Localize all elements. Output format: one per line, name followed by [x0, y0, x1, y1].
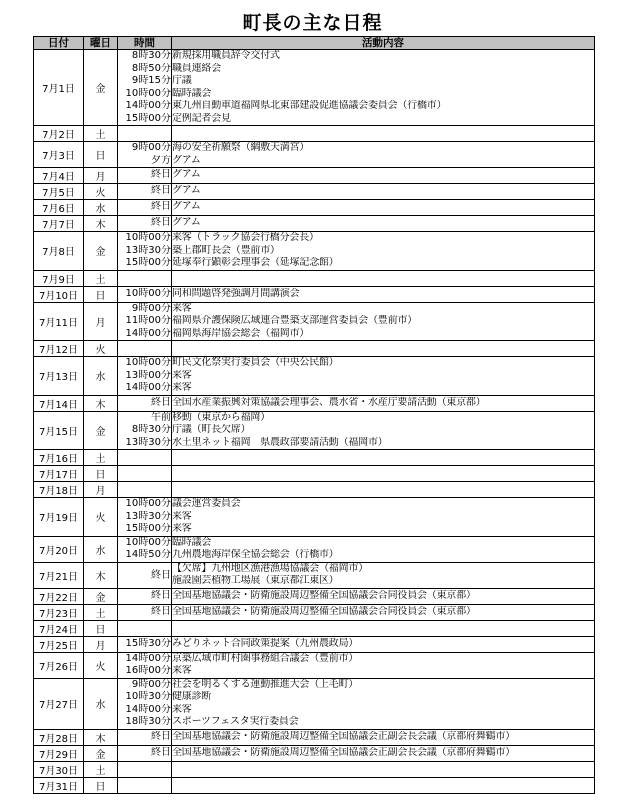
entry-time: 夕方 — [151, 154, 171, 166]
row-date: 7月1日 — [34, 50, 84, 126]
entry-activity: 海の安全祈願祭（綱敷天満宮） — [172, 142, 310, 153]
entry-activity — [172, 467, 594, 480]
entry-time: 9時00分 — [131, 678, 171, 690]
row-time-cell — [118, 652, 172, 678]
row-date: 7月20日 — [34, 536, 84, 562]
row-date: 7月24日 — [34, 620, 84, 636]
entry-time: 14時00分 — [125, 703, 171, 715]
row-date: 7月15日 — [34, 411, 84, 450]
row-activity-cell — [172, 761, 595, 777]
entry-activity: みどりネット合同政策提案（九州農政局） — [172, 637, 359, 649]
row-time-cell — [118, 482, 172, 498]
row-activity-cell — [172, 620, 595, 636]
row-activity-cell — [172, 411, 595, 450]
row-activity-cell — [172, 536, 595, 562]
entry-activity: 来客 — [172, 523, 192, 534]
row-time-cell — [118, 50, 172, 126]
row-time-cell — [118, 216, 172, 232]
row-time-cell — [118, 536, 172, 562]
row-activity-cell — [172, 216, 595, 232]
entry-activity: 職員連絡会 — [172, 62, 221, 74]
entry-activity: 町民文化祭実行委員会（中央公民館） — [172, 357, 339, 368]
row-time-cell — [118, 498, 172, 537]
row-activity-cell — [172, 636, 595, 652]
row-day-of-week: 水 — [84, 536, 118, 562]
row-date: 7月26日 — [34, 652, 84, 678]
row-day-of-week: 火 — [84, 652, 118, 678]
entry-time: 14時50分 — [125, 549, 171, 560]
row-time-cell — [118, 761, 172, 777]
page-title: 町長の主な日程 — [242, 12, 383, 34]
row-time-cell — [118, 777, 172, 793]
entry-activity: 水土里ネット福岡 県農政部要請活動（福岡市） — [172, 436, 388, 448]
entry-time: 9時00分 — [131, 302, 171, 314]
entry-time: 終日 — [151, 201, 171, 213]
row-day-of-week: 木 — [84, 729, 118, 745]
entry-time — [118, 779, 171, 792]
table-row — [34, 200, 595, 216]
entry-activity: グアム — [172, 217, 201, 229]
entry-time: 13時30分 — [125, 436, 171, 448]
entry-activity — [172, 127, 594, 140]
row-activity-cell — [172, 357, 595, 396]
row-activity-cell — [172, 562, 595, 588]
row-time-cell — [118, 678, 172, 729]
row-day-of-week: 火 — [84, 341, 118, 357]
entry-activity: 全国基地協議会・防衛施設周辺整備全国協議会正副会長会議（京都府舞鶴市） — [172, 746, 515, 758]
row-time-cell — [118, 126, 172, 142]
row-time-cell — [118, 562, 172, 588]
entry-time: 11時00分 — [125, 315, 171, 326]
row-date: 7月9日 — [34, 270, 84, 286]
entry-time: 終日 — [151, 217, 171, 229]
entry-activity — [172, 451, 594, 464]
row-time-cell — [118, 729, 172, 745]
row-day-of-week: 金 — [84, 50, 118, 126]
row-time-cell — [118, 142, 172, 168]
row-activity-cell — [172, 745, 595, 761]
row-day-of-week: 木 — [84, 562, 118, 588]
entry-time — [118, 451, 171, 464]
table-row — [34, 395, 595, 411]
entry-activity: グアム — [172, 154, 201, 166]
row-activity-cell — [172, 126, 595, 142]
table-row — [34, 777, 595, 793]
entry-time: 18時30分 — [125, 716, 171, 727]
table-row — [34, 636, 595, 652]
row-activity-cell — [172, 232, 595, 271]
row-time-cell — [118, 745, 172, 761]
row-date: 7月3日 — [34, 142, 84, 168]
entry-time: 10時00分 — [125, 87, 171, 99]
row-date: 7月11日 — [34, 302, 84, 341]
entry-time — [118, 763, 171, 776]
entry-time — [118, 127, 171, 140]
row-day-of-week: 土 — [84, 604, 118, 620]
entry-time: 終日 — [151, 396, 171, 408]
table-row — [34, 562, 595, 588]
row-date: 7月25日 — [34, 636, 84, 652]
row-day-of-week: 日 — [84, 620, 118, 636]
row-date: 7月17日 — [34, 466, 84, 482]
row-date: 7月8日 — [34, 232, 84, 271]
header-activity: 活動内容 — [172, 37, 595, 50]
table-row — [34, 498, 595, 537]
entry-time: 終日 — [151, 169, 171, 181]
table-row — [34, 450, 595, 466]
row-day-of-week: 日 — [84, 466, 118, 482]
table-row — [34, 270, 595, 286]
row-date: 7月10日 — [34, 286, 84, 302]
row-day-of-week: 日 — [84, 142, 118, 168]
row-activity-cell — [172, 466, 595, 482]
row-day-of-week: 火 — [84, 184, 118, 200]
entry-activity: グアム — [172, 185, 201, 197]
row-time-cell — [118, 620, 172, 636]
entry-activity: 定例記者会見 — [172, 112, 231, 124]
row-date: 7月30日 — [34, 761, 84, 777]
entry-time: 9時00分 — [131, 142, 171, 153]
row-date: 7月16日 — [34, 450, 84, 466]
entry-activity: 社会を明るくする運動推進大会（上毛町） — [172, 678, 359, 690]
row-activity-cell — [172, 678, 595, 729]
entry-activity: 健康診断 — [172, 691, 212, 702]
row-date: 7月22日 — [34, 588, 84, 604]
row-date: 7月23日 — [34, 604, 84, 620]
row-time-cell — [118, 341, 172, 357]
table-row — [34, 216, 595, 232]
table-row — [34, 50, 595, 126]
entry-time: 15時30分 — [125, 637, 171, 649]
entry-activity: 施設園芸植物工場展（東京都江東区） — [172, 575, 339, 586]
row-day-of-week: 火 — [84, 498, 118, 537]
entry-activity: 庁議（町長欠席） — [172, 424, 251, 435]
entry-time: 14時00分 — [125, 327, 171, 339]
table-row — [34, 604, 595, 620]
row-activity-cell — [172, 341, 595, 357]
row-time-cell — [118, 200, 172, 216]
entry-time: 8時30分 — [131, 50, 171, 61]
row-time-cell — [118, 411, 172, 450]
entry-time: 8時50分 — [131, 62, 171, 74]
entry-time: 9時15分 — [131, 75, 171, 86]
entry-activity: 移動（東京から福岡） — [172, 411, 270, 423]
row-day-of-week: 土 — [84, 761, 118, 777]
row-activity-cell — [172, 184, 595, 200]
row-activity-cell — [172, 286, 595, 302]
row-date: 7月4日 — [34, 168, 84, 184]
entry-time — [118, 342, 171, 355]
entry-activity: 議会運営委員会 — [172, 498, 241, 509]
entry-time: 10時00分 — [125, 498, 171, 509]
row-time-cell — [118, 184, 172, 200]
row-date: 7月13日 — [34, 357, 84, 396]
entry-activity: 全国基地協議会・防衛施設周辺整備全国協議会合同役員会（東京都） — [172, 605, 476, 617]
entry-activity: 来客 — [172, 369, 192, 381]
entry-time — [118, 272, 171, 285]
row-activity-cell — [172, 50, 595, 126]
row-day-of-week: 金 — [84, 588, 118, 604]
entry-time: 8時30分 — [131, 424, 171, 435]
row-activity-cell — [172, 142, 595, 168]
row-day-of-week: 水 — [84, 678, 118, 729]
entry-time: 10時30分 — [125, 691, 171, 702]
row-time-cell — [118, 636, 172, 652]
table-row — [34, 536, 595, 562]
entry-activity — [172, 272, 594, 285]
row-day-of-week: 日 — [84, 286, 118, 302]
entry-activity: 福岡県海岸協会総会（福岡市） — [172, 327, 310, 339]
entry-activity: 全国水産業振興対策協議会理事会、農水省・水産庁要請活動（東京都） — [172, 396, 486, 408]
entry-activity: 京築広域市町村圏事務組合議会（豊前市） — [172, 652, 359, 664]
row-day-of-week: 土 — [84, 270, 118, 286]
table-row — [34, 466, 595, 482]
row-day-of-week: 土 — [84, 126, 118, 142]
table-row — [34, 761, 595, 777]
entry-time: 終日 — [151, 185, 171, 197]
entry-time: 16時00分 — [125, 665, 171, 676]
table-row — [34, 482, 595, 498]
row-time-cell — [118, 302, 172, 341]
entry-activity: スポーツフェスタ実行委員会 — [172, 716, 299, 727]
schedule-body — [34, 50, 595, 794]
entry-activity: グアム — [172, 201, 201, 213]
entry-time: 10時00分 — [125, 232, 171, 243]
row-date: 7月5日 — [34, 184, 84, 200]
entry-activity: 九州農地海岸保全協会総会（行橋市） — [172, 549, 339, 560]
table-row — [34, 341, 595, 357]
row-date: 7月29日 — [34, 745, 84, 761]
entry-time: 10時00分 — [125, 357, 171, 368]
entry-activity: 庁議 — [172, 75, 192, 86]
row-date: 7月19日 — [34, 498, 84, 537]
table-row — [34, 184, 595, 200]
row-activity-cell — [172, 395, 595, 411]
row-time-cell — [118, 168, 172, 184]
entry-activity: 延塚奉行顕彰会理事会（延塚記念館） — [172, 257, 339, 268]
entry-activity — [172, 779, 594, 792]
header-date: 日付 — [34, 37, 84, 50]
row-activity-cell — [172, 498, 595, 537]
row-time-cell — [118, 395, 172, 411]
entry-activity — [172, 342, 594, 355]
row-day-of-week: 金 — [84, 411, 118, 450]
entry-activity: 築上郡町長会（豊前市） — [172, 244, 280, 256]
row-activity-cell — [172, 729, 595, 745]
row-time-cell — [118, 604, 172, 620]
row-activity-cell — [172, 604, 595, 620]
entry-time: 終日 — [151, 569, 171, 581]
row-time-cell — [118, 286, 172, 302]
row-date: 7月28日 — [34, 729, 84, 745]
row-date: 7月18日 — [34, 482, 84, 498]
entry-time — [118, 622, 171, 635]
entry-activity: 臨時議会 — [172, 87, 212, 99]
row-activity-cell — [172, 270, 595, 286]
entry-activity: グアム — [172, 169, 201, 181]
row-day-of-week: 土 — [84, 450, 118, 466]
row-date: 7月2日 — [34, 126, 84, 142]
entry-time: 13時30分 — [125, 510, 171, 522]
entry-activity: 同和問題啓発強調月間講演会 — [172, 287, 300, 299]
entry-activity: 福岡県介護保険広域連合豊築支部運営委員会（豊前市） — [172, 315, 417, 326]
row-day-of-week: 月 — [84, 168, 118, 184]
entry-activity: 来客 — [172, 665, 192, 676]
entry-time: 終日 — [151, 605, 171, 617]
row-activity-cell — [172, 777, 595, 793]
table-row — [34, 232, 595, 271]
row-time-cell — [118, 270, 172, 286]
row-date: 7月7日 — [34, 216, 84, 232]
table-row — [34, 620, 595, 636]
entry-activity — [172, 622, 594, 635]
entry-time: 15時00分 — [125, 112, 171, 124]
table-row — [34, 357, 595, 396]
entry-time: 15時00分 — [125, 257, 171, 268]
row-date: 7月12日 — [34, 341, 84, 357]
entry-time: 終日 — [151, 746, 171, 758]
row-time-cell — [118, 588, 172, 604]
entry-activity — [172, 483, 594, 496]
table-row — [34, 286, 595, 302]
table-row — [34, 588, 595, 604]
table-row — [34, 411, 595, 450]
entry-activity: 来客 — [172, 302, 192, 314]
entry-activity: 来客 — [172, 510, 192, 522]
table-row — [34, 142, 595, 168]
entry-time: 終日 — [151, 730, 171, 742]
entry-activity: 全国基地協議会・防衛施設周辺整備全国協議会正副会長会議（京都府舞鶴市） — [172, 730, 515, 742]
row-day-of-week: 月 — [84, 482, 118, 498]
entry-activity: 東九州自動車道福岡県北東部建設促進協議会委員会（行橋市） — [172, 100, 447, 111]
table-row — [34, 126, 595, 142]
row-date: 7月14日 — [34, 395, 84, 411]
entry-activity: 来客 — [172, 703, 192, 715]
row-activity-cell — [172, 652, 595, 678]
row-day-of-week: 木 — [84, 216, 118, 232]
table-row — [34, 729, 595, 745]
header-row — [34, 37, 595, 50]
entry-time — [118, 467, 171, 480]
entry-time: 終日 — [151, 589, 171, 601]
row-activity-cell — [172, 588, 595, 604]
row-time-cell — [118, 357, 172, 396]
entry-activity: 来客 — [172, 382, 192, 393]
row-activity-cell — [172, 450, 595, 466]
entry-time: 13時30分 — [125, 244, 171, 256]
entry-activity: 全国基地協議会・防衛施設周辺整備全国協議会合同役員会（東京都） — [172, 589, 476, 601]
row-time-cell — [118, 450, 172, 466]
row-time-cell — [118, 466, 172, 482]
row-day-of-week: 水 — [84, 357, 118, 396]
row-day-of-week: 月 — [84, 302, 118, 341]
entry-activity: 新規採用職員辞令交付式 — [172, 50, 280, 61]
row-day-of-week: 金 — [84, 232, 118, 271]
entry-time: 10時00分 — [125, 536, 171, 548]
row-date: 7月21日 — [34, 562, 84, 588]
row-date: 7月31日 — [34, 777, 84, 793]
table-row — [34, 745, 595, 761]
entry-time: 14時00分 — [125, 652, 171, 664]
entry-time: 午前 — [151, 411, 171, 423]
header-time: 時間 — [118, 37, 172, 50]
row-activity-cell — [172, 200, 595, 216]
entry-time: 14時00分 — [125, 382, 171, 393]
row-time-cell — [118, 232, 172, 271]
entry-activity: 臨時議会 — [172, 536, 212, 548]
table-row — [34, 678, 595, 729]
entry-time: 13時00分 — [125, 369, 171, 381]
entry-activity: 【欠席】九州地区漁港漁場協議会（福岡市） — [172, 562, 368, 574]
entry-time: 14時00分 — [125, 100, 171, 111]
row-date: 7月27日 — [34, 678, 84, 729]
row-day-of-week: 木 — [84, 395, 118, 411]
row-day-of-week: 日 — [84, 777, 118, 793]
row-day-of-week: 月 — [84, 636, 118, 652]
entry-time: 15時00分 — [125, 523, 171, 534]
row-day-of-week: 水 — [84, 200, 118, 216]
entry-activity: 来客（トラック協会行橋分会長） — [172, 232, 319, 243]
table-row — [34, 652, 595, 678]
entry-time: 10時00分 — [125, 287, 171, 299]
entry-activity — [172, 763, 594, 776]
row-date: 7月6日 — [34, 200, 84, 216]
row-activity-cell — [172, 168, 595, 184]
row-day-of-week: 金 — [84, 745, 118, 761]
table-row — [34, 302, 595, 341]
entry-time — [118, 483, 171, 496]
table-row — [34, 168, 595, 184]
schedule-table — [33, 36, 595, 794]
header-dow: 曜日 — [84, 37, 118, 50]
row-activity-cell — [172, 302, 595, 341]
row-activity-cell — [172, 482, 595, 498]
